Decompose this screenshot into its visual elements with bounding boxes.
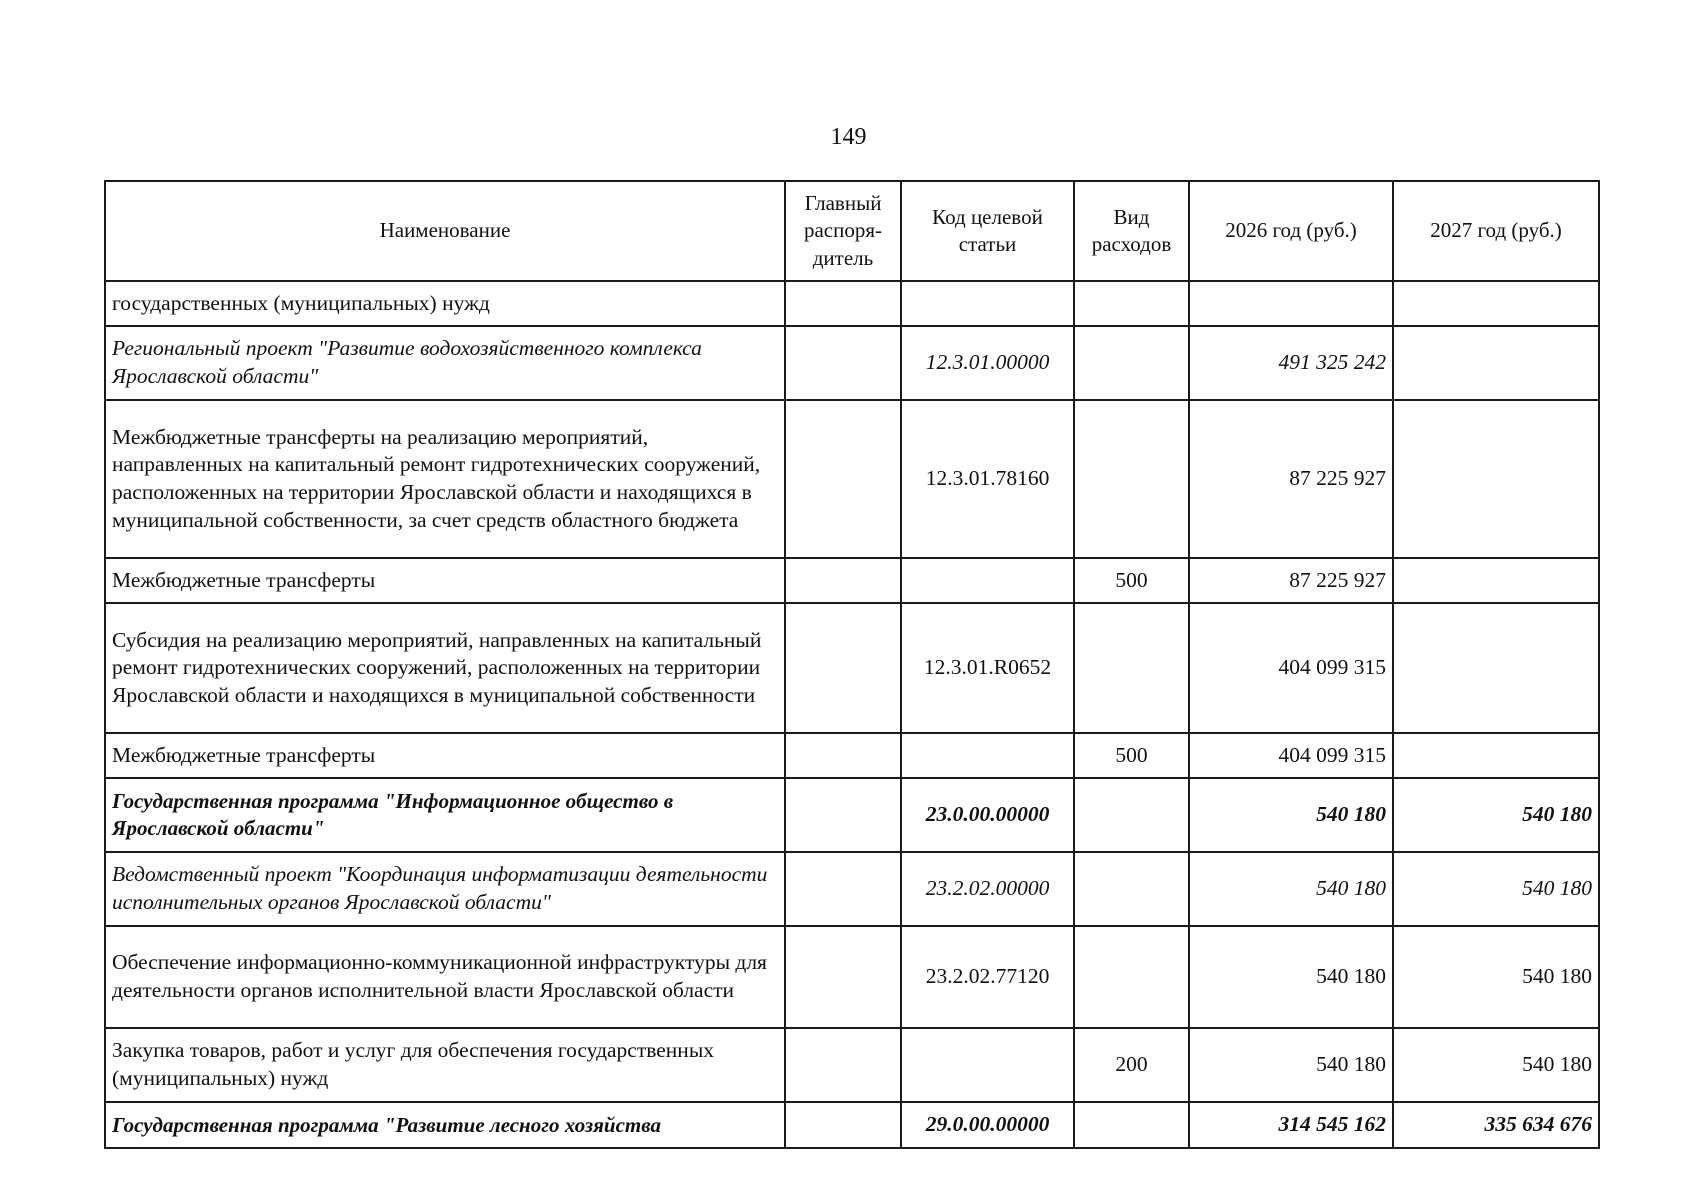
row-manager xyxy=(785,778,901,852)
row-manager xyxy=(785,733,901,778)
row-type xyxy=(1074,926,1189,1028)
row-2027: 540 180 xyxy=(1393,778,1599,852)
row-2026: 540 180 xyxy=(1189,1028,1393,1102)
row-code: 23.2.02.77120 xyxy=(901,926,1074,1028)
row-manager xyxy=(785,281,901,326)
row-type xyxy=(1074,778,1189,852)
row-name: Государственная программа "Информационное общество в Ярославской области" xyxy=(105,778,785,852)
table-row xyxy=(105,926,1599,1028)
row-manager xyxy=(785,926,901,1028)
header-2027: 2027 год (руб.) xyxy=(1393,181,1599,281)
row-2026: 540 180 xyxy=(1189,926,1393,1028)
row-manager xyxy=(785,326,901,400)
row-manager xyxy=(785,1028,901,1102)
page-number: 149 xyxy=(830,124,867,150)
row-2026: 540 180 xyxy=(1189,778,1393,852)
row-2027 xyxy=(1393,400,1599,558)
row-type: 500 xyxy=(1074,733,1189,778)
row-type xyxy=(1074,281,1189,326)
row-2027: 335 634 676 xyxy=(1393,1102,1599,1148)
row-code xyxy=(901,733,1074,778)
table-row xyxy=(105,326,1599,400)
row-2027 xyxy=(1393,603,1599,733)
row-manager xyxy=(785,1102,901,1148)
row-name: Субсидия на реализацию мероприятий, направленных на капитальный ремонт гидротехнических сооружений, расположенных на территории Ярославской области и находящихся в муниципальной собственности xyxy=(105,603,785,733)
row-name: Обеспечение информационно-коммуникационной инфраструктуры для деятельности органов исполнительной власти Ярославской области xyxy=(105,926,785,1028)
row-code: 12.3.01.00000 xyxy=(901,326,1074,400)
table-row xyxy=(105,733,1599,778)
header-manager: Главный распоря-дитель xyxy=(785,181,901,281)
row-name: государственных (муниципальных) нужд xyxy=(105,281,785,326)
row-2026: 540 180 xyxy=(1189,852,1393,926)
row-code: 12.3.01.R0652 xyxy=(901,603,1074,733)
table-row xyxy=(105,400,1599,558)
row-2027 xyxy=(1393,281,1599,326)
table-row xyxy=(105,778,1599,852)
row-manager xyxy=(785,558,901,603)
row-code: 23.2.02.00000 xyxy=(901,852,1074,926)
row-code xyxy=(901,281,1074,326)
row-name: Закупка товаров, работ и услуг для обеспечения государственных (муниципальных) нужд xyxy=(105,1028,785,1102)
row-2026: 314 545 162 xyxy=(1189,1102,1393,1148)
row-code: 23.0.00.00000 xyxy=(901,778,1074,852)
row-code: 29.0.00.00000 xyxy=(901,1102,1074,1148)
header-row xyxy=(105,181,1599,281)
row-2026: 404 099 315 xyxy=(1189,603,1393,733)
row-2027 xyxy=(1393,733,1599,778)
row-name: Государственная программа "Развитие лесного хозяйства xyxy=(105,1102,785,1148)
row-2026: 87 225 927 xyxy=(1189,400,1393,558)
row-type xyxy=(1074,326,1189,400)
row-manager xyxy=(785,852,901,926)
table-row xyxy=(105,1102,1599,1148)
header-code: Код целевой статьи xyxy=(901,181,1074,281)
row-type xyxy=(1074,1102,1189,1148)
row-2027: 540 180 xyxy=(1393,926,1599,1028)
row-name: Ведомственный проект "Координация информатизации деятельности исполнительных органов Ярославской области" xyxy=(105,852,785,926)
row-2026 xyxy=(1189,281,1393,326)
row-manager xyxy=(785,603,901,733)
row-name: Межбюджетные трансферты xyxy=(105,558,785,603)
table-row xyxy=(105,1028,1599,1102)
header-2026: 2026 год (руб.) xyxy=(1189,181,1393,281)
row-2026: 87 225 927 xyxy=(1189,558,1393,603)
table-row xyxy=(105,852,1599,926)
row-type xyxy=(1074,852,1189,926)
row-2027: 540 180 xyxy=(1393,852,1599,926)
row-manager xyxy=(785,400,901,558)
row-code xyxy=(901,558,1074,603)
row-code xyxy=(901,1028,1074,1102)
table-row xyxy=(105,558,1599,603)
table-row xyxy=(105,281,1599,326)
table-row xyxy=(105,603,1599,733)
budget-table xyxy=(104,180,1600,1149)
row-type: 500 xyxy=(1074,558,1189,603)
row-type xyxy=(1074,603,1189,733)
row-2027 xyxy=(1393,326,1599,400)
row-2027: 540 180 xyxy=(1393,1028,1599,1102)
row-2026: 491 325 242 xyxy=(1189,326,1393,400)
row-code: 12.3.01.78160 xyxy=(901,400,1074,558)
row-2026: 404 099 315 xyxy=(1189,733,1393,778)
row-name: Межбюджетные трансферты на реализацию мероприятий, направленных на капитальный ремонт гидротехнических сооружений, расположенных на территории Ярославской области и находящихся в муниципальной собственности, за счет средств областного бюджета xyxy=(105,400,785,558)
header-type: Вид расходов xyxy=(1074,181,1189,281)
header-name: Наименование xyxy=(105,181,785,281)
row-type: 200 xyxy=(1074,1028,1189,1102)
row-name: Межбюджетные трансферты xyxy=(105,733,785,778)
row-name: Региональный проект "Развитие водохозяйственного комплекса Ярославской области" xyxy=(105,326,785,400)
row-2027 xyxy=(1393,558,1599,603)
row-type xyxy=(1074,400,1189,558)
